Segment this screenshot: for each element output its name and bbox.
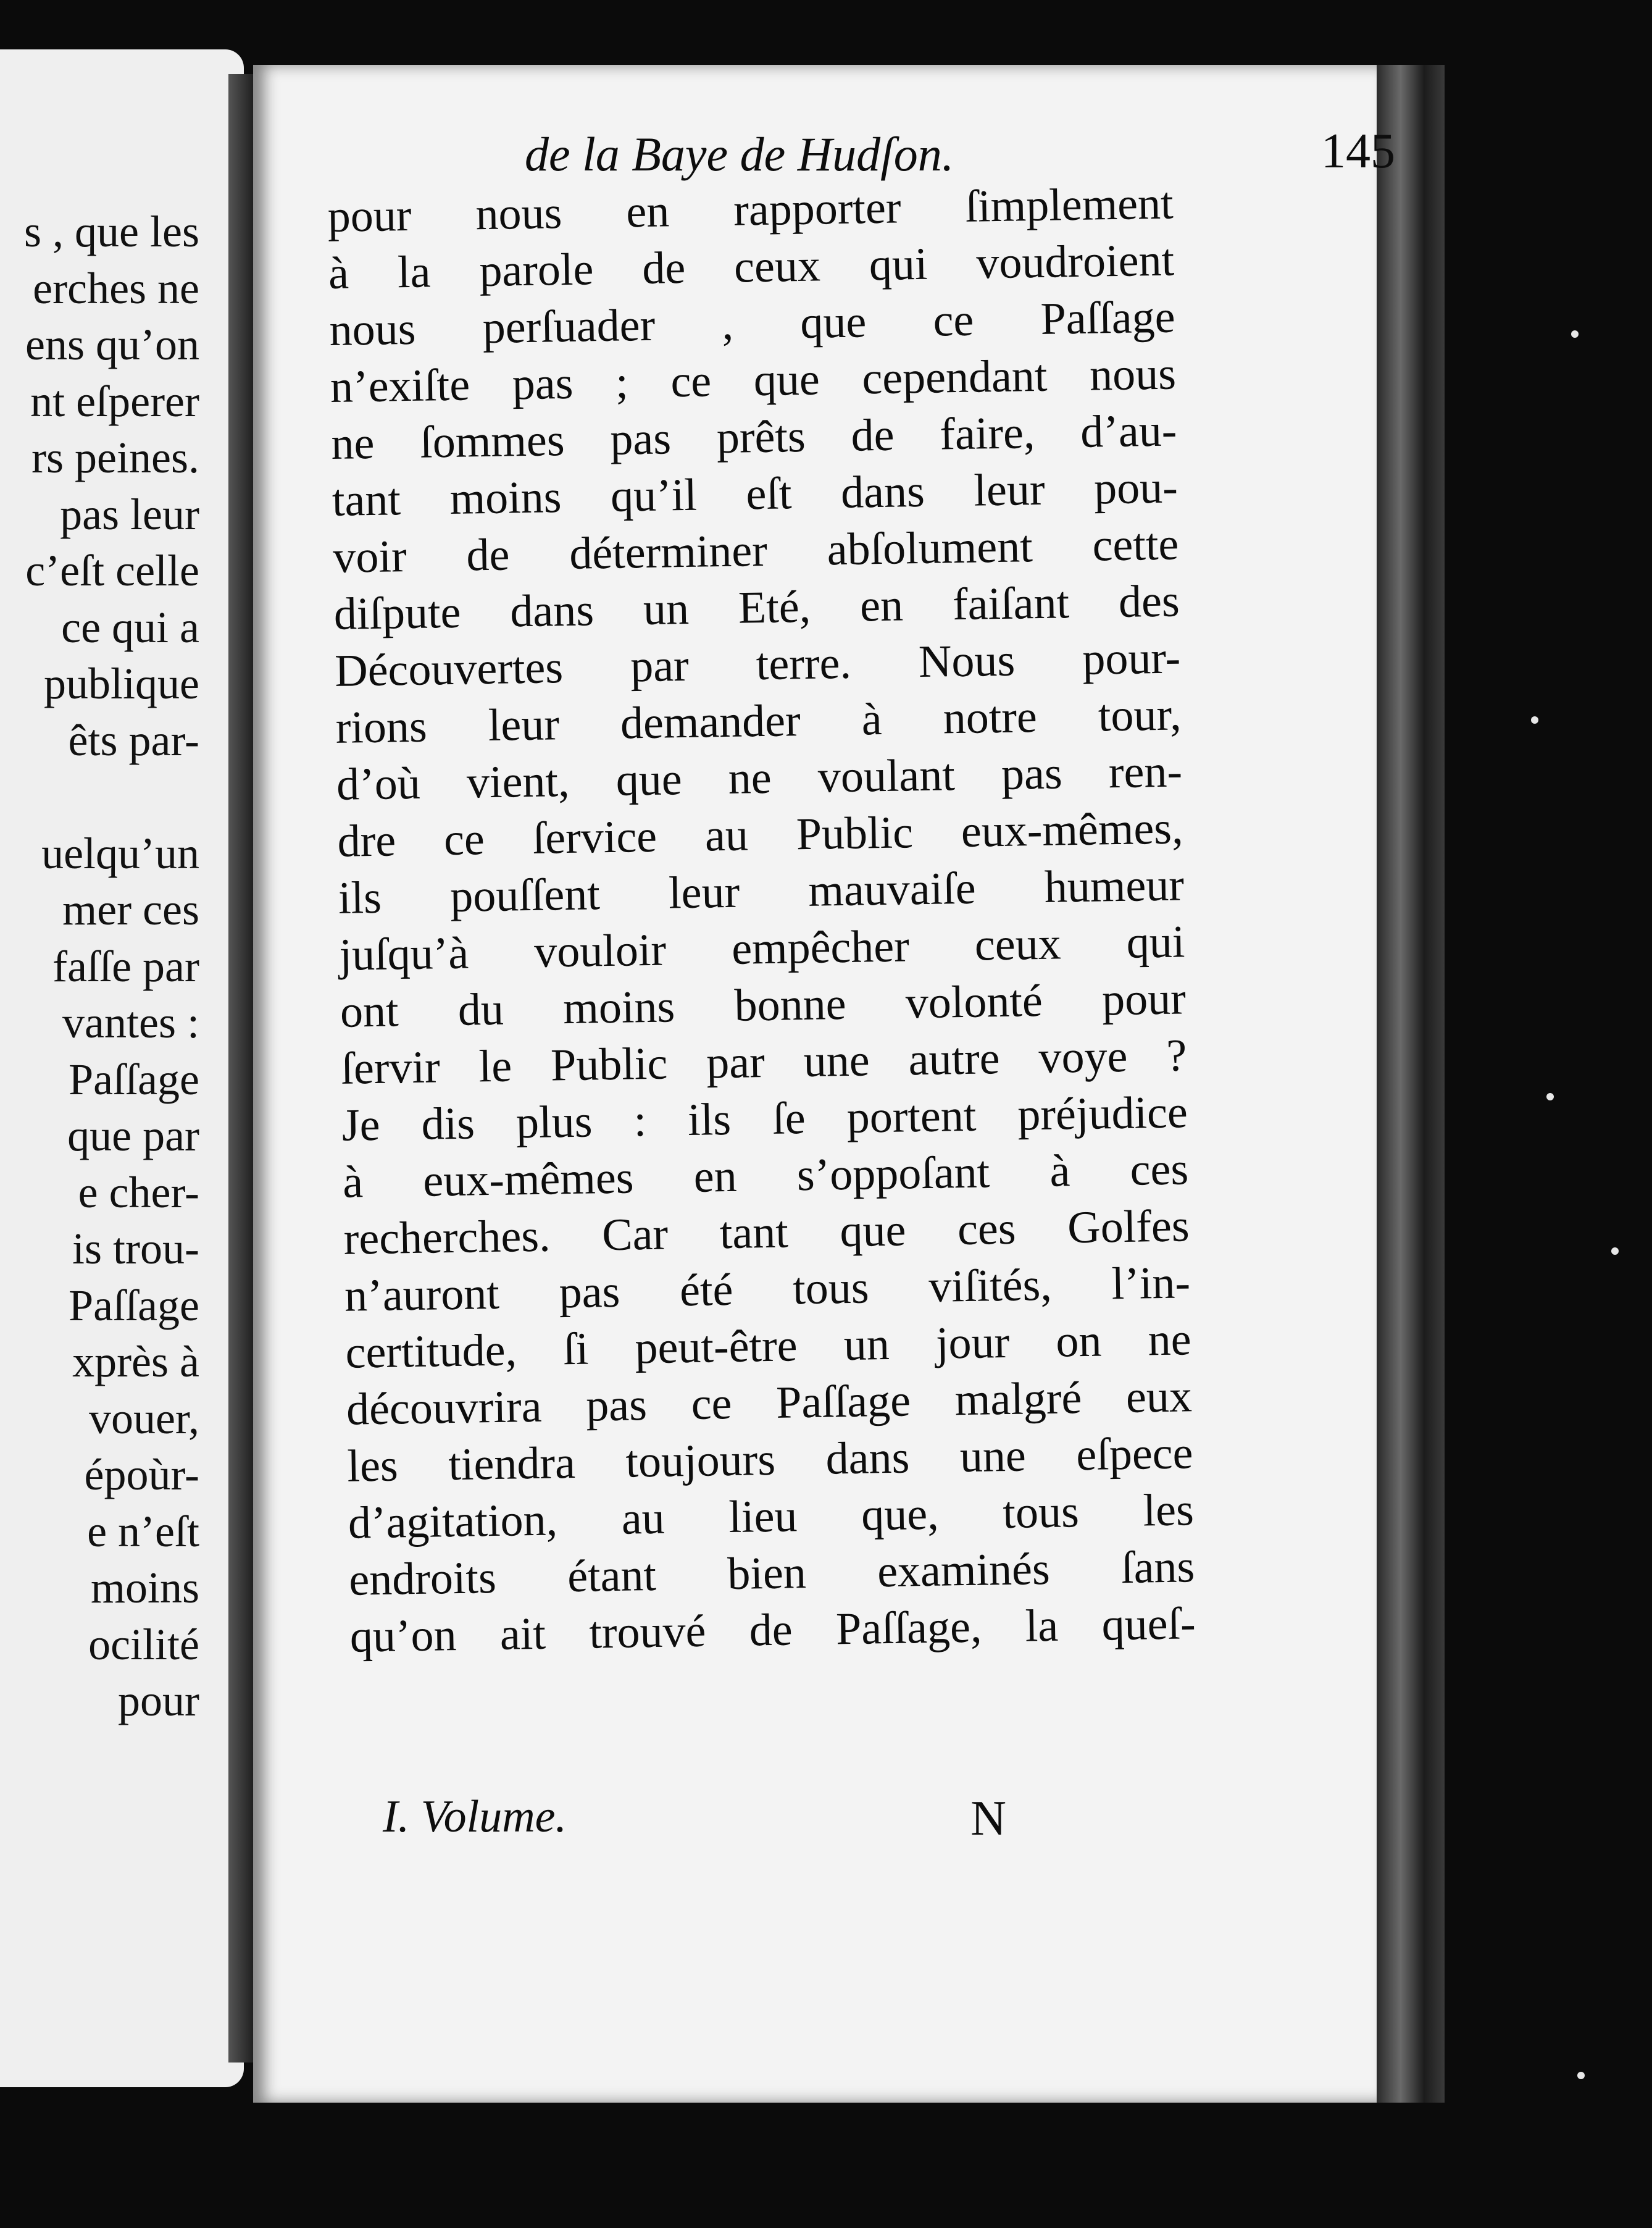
text-line: d’où vient, que ne voulant pas ren- <box>336 746 1183 810</box>
text-line: ce qui a <box>61 602 199 652</box>
signature-volume: I. Volume. <box>383 1791 567 1842</box>
dust-speck <box>1577 2072 1585 2079</box>
text-line: e cher- <box>78 1167 199 1217</box>
dust-speck <box>1571 330 1579 338</box>
text-line: rions leur demander à notre tour, <box>335 689 1182 753</box>
page-edge <box>1377 65 1445 2103</box>
running-title: de la Baye de Hudſon. <box>525 127 954 181</box>
text-line: d’agitation, au lieu que, tous les <box>348 1485 1195 1549</box>
text-line: à la parole de ceux qui voudroient <box>328 235 1175 299</box>
text-line: n’auront pas été tous viſités, l’in- <box>344 1257 1191 1321</box>
text-line: Paſſage <box>69 1280 199 1330</box>
text-line: certitude, ſi peut-être un jour on ne <box>344 1314 1192 1378</box>
text-line: ocilité <box>88 1619 199 1669</box>
text-line: dre ce ſervice au Public eux-mêmes, <box>336 803 1184 867</box>
text-line: vouer, <box>88 1393 199 1443</box>
text-line: Je dis plus : ils ſe portent préjudice <box>341 1087 1188 1151</box>
text-line: Paſſage <box>69 1054 199 1104</box>
text-line: erches ne <box>33 263 199 313</box>
text-line: que par <box>67 1111 199 1160</box>
text-line: endroits étant bien examinés ſans <box>348 1541 1195 1606</box>
text-line: ne ſommes pas prêts de faire, d’au- <box>330 405 1177 469</box>
book-gutter-shadow <box>228 74 256 2063</box>
text-line: ont du moins bonne volonté pour <box>340 973 1187 1037</box>
text-line: pour <box>118 1676 199 1725</box>
text-line: à eux-mêmes en s’oppoſant à ces <box>342 1144 1189 1208</box>
text-line: qu’on ait trouvé de Paſſage, la queſ- <box>349 1598 1196 1662</box>
text-line: nt eſperer <box>30 376 199 426</box>
page-footer <box>383 1791 1006 1859</box>
text-line: rs peines. <box>31 433 199 482</box>
text-line: moins <box>90 1563 199 1612</box>
text-line: xprès à <box>72 1337 199 1386</box>
text-line: faſſe par <box>52 941 199 991</box>
text-line: époùr- <box>84 1450 199 1499</box>
text-line: vantes : <box>62 998 199 1047</box>
text-line: pour nous en rapporter ſimplement <box>327 178 1174 242</box>
text-line: juſqu’à vouloir empêcher ceux qui <box>338 916 1185 981</box>
text-line: uelqu’un <box>41 828 199 878</box>
text-line: Découvertes par terre. Nous pour- <box>334 632 1181 697</box>
text-line: diſpute dans un Eté, en faiſant des <box>333 576 1180 640</box>
text-line: c’eſt celle <box>25 546 199 595</box>
text-line: is trou- <box>72 1224 199 1273</box>
page-number: 145 <box>1321 124 1395 178</box>
text-line: nous perſuader , que ce Paſſage <box>328 291 1176 356</box>
text-line: les tiendra toujours dans une eſpece <box>346 1428 1193 1492</box>
text-line: e n’eſt <box>87 1506 199 1556</box>
page-body-text <box>327 175 1196 1665</box>
text-line: découvrira pas ce Paſſage malgré eux <box>346 1371 1193 1435</box>
text-line: ils pouſſent leur mauvaiſe humeur <box>338 860 1185 924</box>
text-line: ſervir le Public par une autre voye ? <box>340 1030 1187 1094</box>
text-line: tant moins qu’il eſt dans leur pou- <box>332 462 1179 526</box>
signature-letter: N <box>970 1791 1006 1846</box>
text-line: n’exiſte pas ; ce que cependant nous <box>330 348 1177 413</box>
text-line: recherches. Car tant que ces Golfes <box>343 1200 1190 1265</box>
page-header <box>525 99 1395 181</box>
text-line: mer ces <box>62 885 199 934</box>
text-line: voir de déterminer abſolument cette <box>332 519 1179 583</box>
left-page-text <box>24 204 199 1730</box>
left-page <box>0 49 244 2087</box>
text-line: publique <box>44 659 199 708</box>
dust-speck <box>1611 1247 1619 1255</box>
text-line: êts par- <box>68 715 199 765</box>
right-page-content <box>253 65 1395 2103</box>
text-line: pas leur <box>60 489 199 539</box>
dust-speck <box>1531 716 1538 724</box>
text-line: ens qu’on <box>25 320 199 369</box>
text-line: s , que les <box>24 207 199 256</box>
dust-speck <box>1546 1093 1554 1100</box>
